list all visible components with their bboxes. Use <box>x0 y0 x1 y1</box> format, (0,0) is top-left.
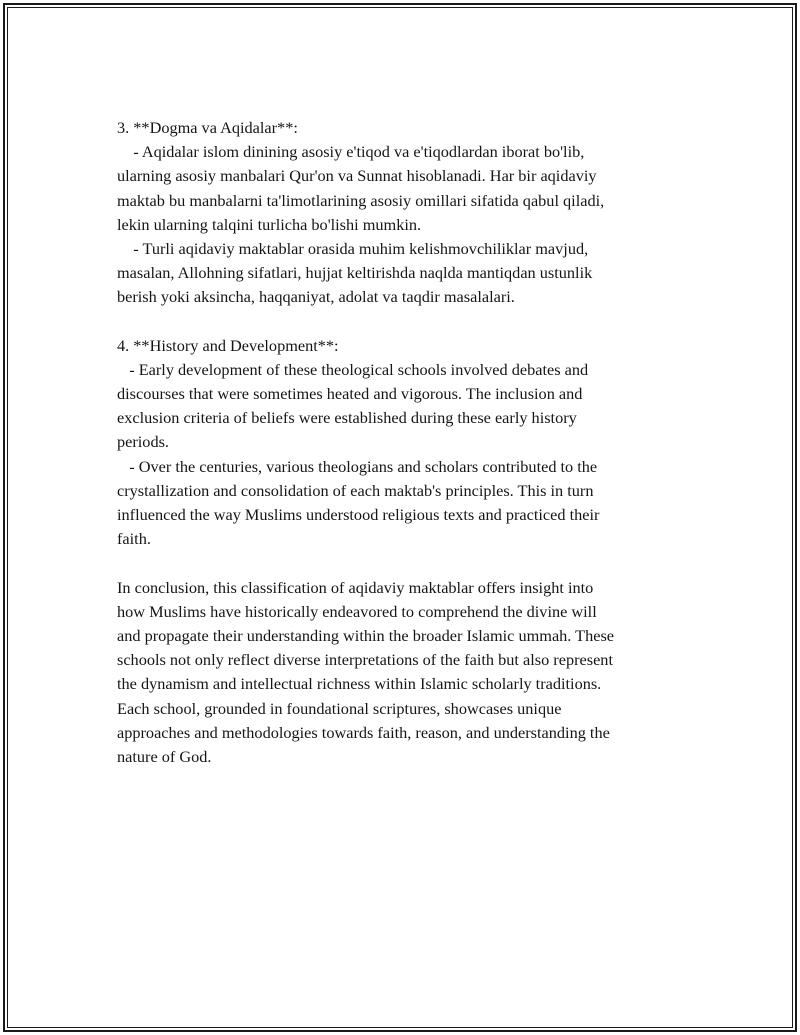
paragraph-line: approaches and methodologies towards faith, reason, and understanding the <box>117 722 610 742</box>
paragraph-line: exclusion criteria of beliefs were established during these early history <box>117 408 577 428</box>
section-heading: 4. **History and Development**: <box>117 335 339 355</box>
section-conclusion <box>117 576 707 770</box>
document-body <box>117 116 707 769</box>
paragraph-line: In conclusion, this classification of aqidaviy maktablar offers insight into <box>117 577 594 597</box>
paragraph-line: crystallization and consolidation of each maktab's principles. This in turn <box>117 480 594 500</box>
paragraph-line: periods. <box>117 432 169 452</box>
paragraph-line: influenced the way Muslims understood religious texts and practiced their <box>117 505 600 524</box>
paragraph-line: faith. <box>117 529 151 549</box>
paragraph-line: berish yoki aksincha, haqqaniyat, adolat va taqdir masalalari. <box>117 287 515 307</box>
paragraph-line: - Early development of these theological schools involved debates and <box>117 359 589 379</box>
paragraph-line: maktab bu manbalarni ta'limotlarining asosiy omillari sifatida qabul qiladi, <box>117 190 605 210</box>
section-history <box>117 334 707 552</box>
paragraph-line: - Turli aqidaviy maktablar orasida muhim kelishmovchiliklar mavjud, <box>117 238 589 258</box>
paragraph-line: - Over the centuries, various theologians and scholars contributed to the <box>117 456 598 476</box>
paragraph-line: schools not only reflect diverse interpretations of the faith but also represent <box>117 650 613 670</box>
paragraph-spacer <box>117 310 707 334</box>
paragraph-line: Each school, grounded in foundational scriptures, showcases unique <box>117 698 562 718</box>
paragraph-line: and propagate their understanding within the broader Islamic ummah. These <box>117 625 615 645</box>
section-heading: 3. **Dogma va Aqidalar**: <box>117 118 298 137</box>
section-dogma <box>117 116 707 310</box>
paragraph-line: nature of God. <box>117 746 212 766</box>
paragraph-line: ularning asosiy manbalari Qur'on va Sunnat hisoblanadi. Har bir aqidaviy <box>117 166 597 186</box>
paragraph-line: discourses that were sometimes heated and vigorous. The inclusion and <box>117 384 583 404</box>
paragraph-line: how Muslims have historically endeavored to comprehend the divine will <box>117 601 597 621</box>
paragraph-line: lekin ularning talqini turlicha bo'lishi mumkin. <box>117 214 422 234</box>
paragraph-line: the dynamism and intellectual richness within Islamic scholarly traditions. <box>117 674 602 694</box>
paragraph-spacer <box>117 551 707 575</box>
paragraph-line: masalan, Allohning sifatlari, hujjat keltirishda naqlda mantiqdan ustunlik <box>117 263 593 283</box>
paragraph-line: - Aqidalar islom dinining asosiy e'tiqod va e'tiqodlardan iborat bo'lib, <box>117 142 585 162</box>
